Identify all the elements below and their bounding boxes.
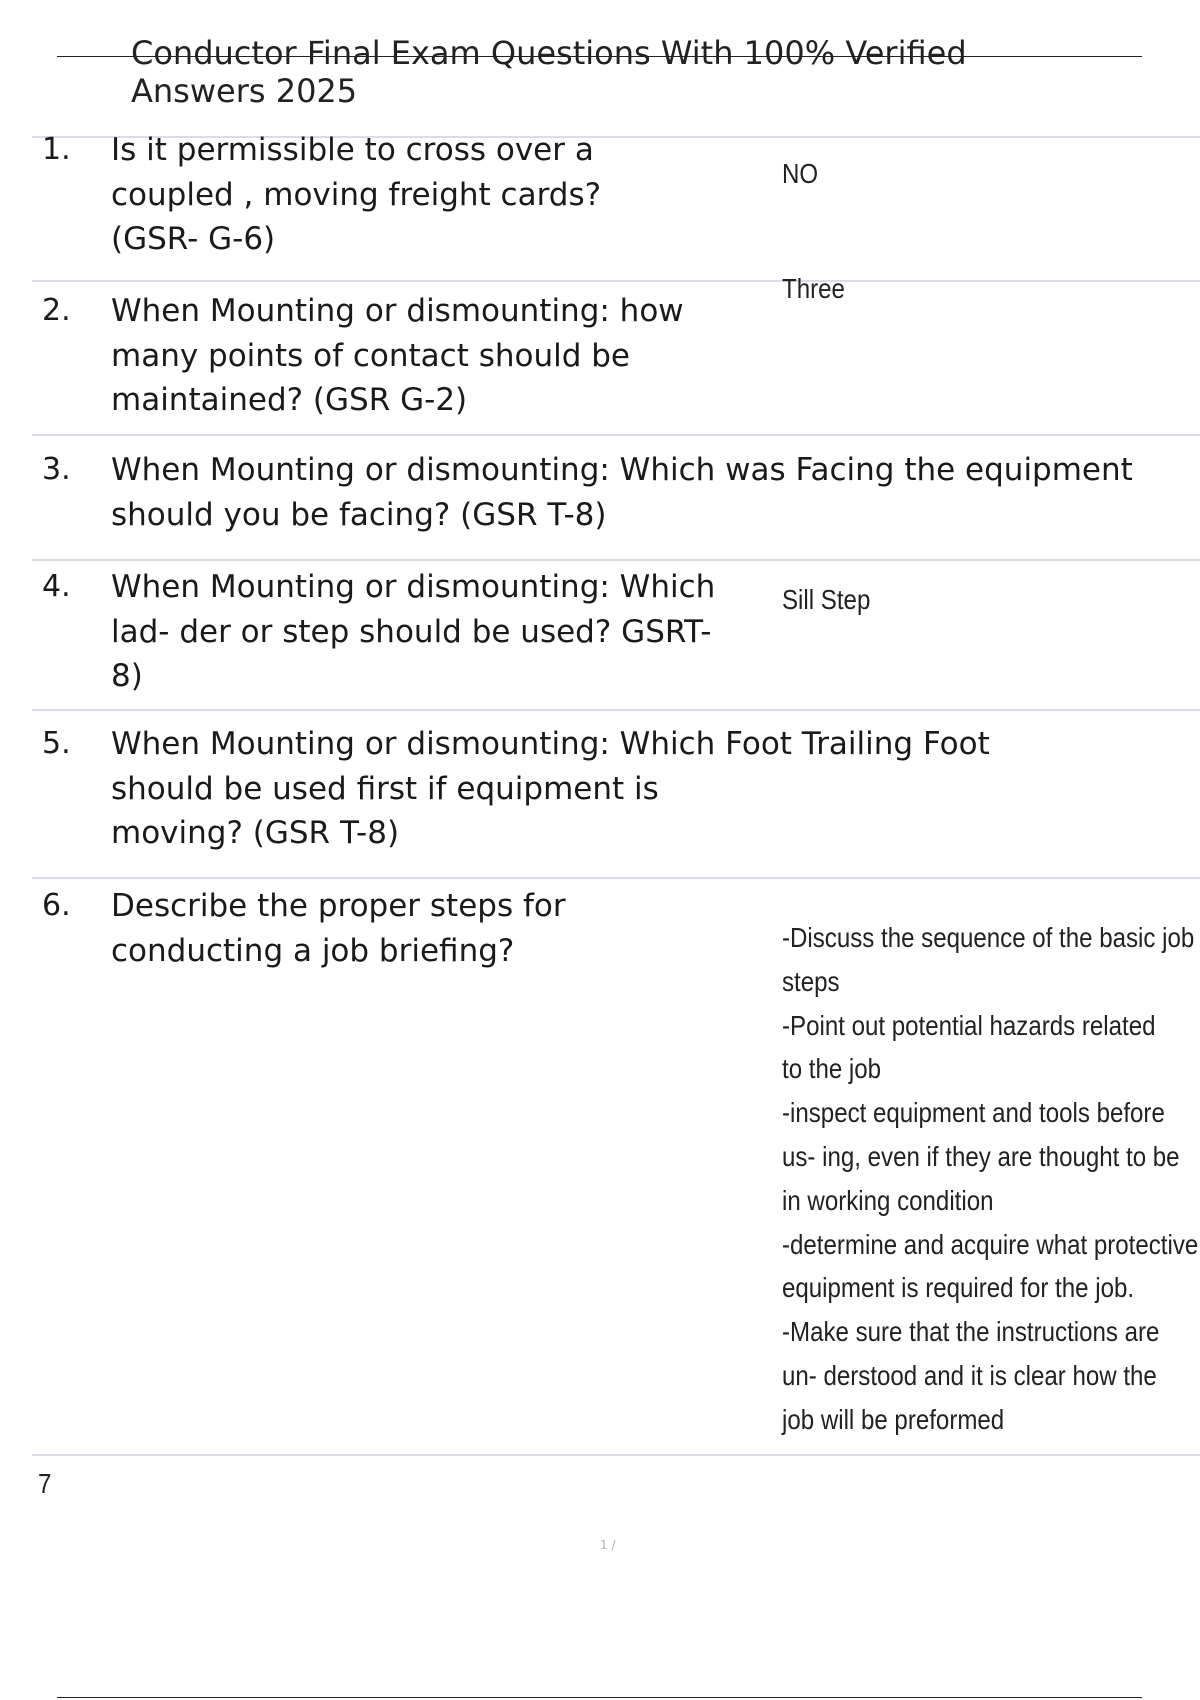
answer-line: -Point out potential hazards related bbox=[782, 1009, 1156, 1041]
answer-line: un- derstood and it is clear how the bbox=[782, 1359, 1157, 1391]
row-divider bbox=[32, 1454, 1200, 1456]
bottom-rule bbox=[57, 1697, 1142, 1698]
next-question-number: 7 bbox=[38, 1468, 52, 1499]
row-divider bbox=[32, 877, 1200, 879]
question-text: When Mounting or dismounting: Which Foot Trailing Foot should be used first if equipment is moving? (GSR T-8) bbox=[111, 726, 990, 851]
answer-line: us- ing, even if they are thought to be bbox=[782, 1140, 1180, 1172]
answer-text: Sill Step bbox=[782, 584, 871, 615]
question-number: 3. bbox=[42, 452, 71, 487]
answer-text: NO bbox=[782, 158, 819, 189]
answer-line: job will be preformed bbox=[782, 1403, 1005, 1435]
question-text: When Mounting or dismounting: Which lad- der or step should be used? GSRT- 8) bbox=[111, 569, 716, 694]
question-text: Describe the proper steps for conducting a job briefing? bbox=[111, 888, 566, 969]
answer-line: steps bbox=[782, 965, 840, 997]
question-number: 4. bbox=[42, 569, 71, 604]
row-divider bbox=[32, 709, 1200, 711]
qa-row-6 bbox=[32, 884, 1200, 1444]
title-line-2: Answers 2025 bbox=[131, 72, 358, 110]
answer-line: equipment is required for the job. bbox=[782, 1272, 1135, 1304]
row-divider bbox=[32, 559, 1200, 561]
answer-line: -determine and acquire what protective bbox=[782, 1228, 1199, 1260]
answer-line: in working condition bbox=[782, 1184, 994, 1216]
qa-row-1 bbox=[32, 128, 1200, 258]
question-text: When Mounting or dismounting: Which was Facing the equipment should you be facing? (GSR T-8) bbox=[111, 452, 1133, 533]
question-number: 5. bbox=[42, 726, 71, 761]
question-number: 2. bbox=[42, 293, 71, 328]
question-text: When Mounting or dismounting: how many points of contact should be maintained? (GSR G-2) bbox=[111, 293, 684, 418]
answer-line: to the job bbox=[782, 1053, 882, 1085]
answer-list bbox=[782, 916, 1198, 1442]
document-title bbox=[131, 34, 1131, 110]
page-footer-mark: 1 / bbox=[600, 1538, 616, 1552]
question-text: Is it permissible to cross over a coupled , moving freight cards? (GSR- G-6) bbox=[111, 132, 602, 257]
title-line-1: Conductor Final Exam Questions With 100% Verified bbox=[131, 34, 967, 72]
qa-row-3 bbox=[32, 448, 1200, 548]
row-divider bbox=[32, 434, 1200, 436]
answer-line: -inspect equipment and tools before bbox=[782, 1097, 1165, 1129]
answer-line: -Discuss the sequence of the basic job bbox=[782, 922, 1195, 953]
answer-text: Three bbox=[782, 273, 845, 304]
question-number: 1. bbox=[42, 132, 71, 167]
question-number: 6. bbox=[42, 888, 71, 923]
answer-line: -Make sure that the instructions are bbox=[782, 1316, 1160, 1348]
qa-row-4 bbox=[32, 565, 1200, 705]
qa-row-2 bbox=[32, 273, 1200, 429]
qa-row-5 bbox=[32, 722, 1200, 862]
row-divider bbox=[32, 280, 1200, 282]
